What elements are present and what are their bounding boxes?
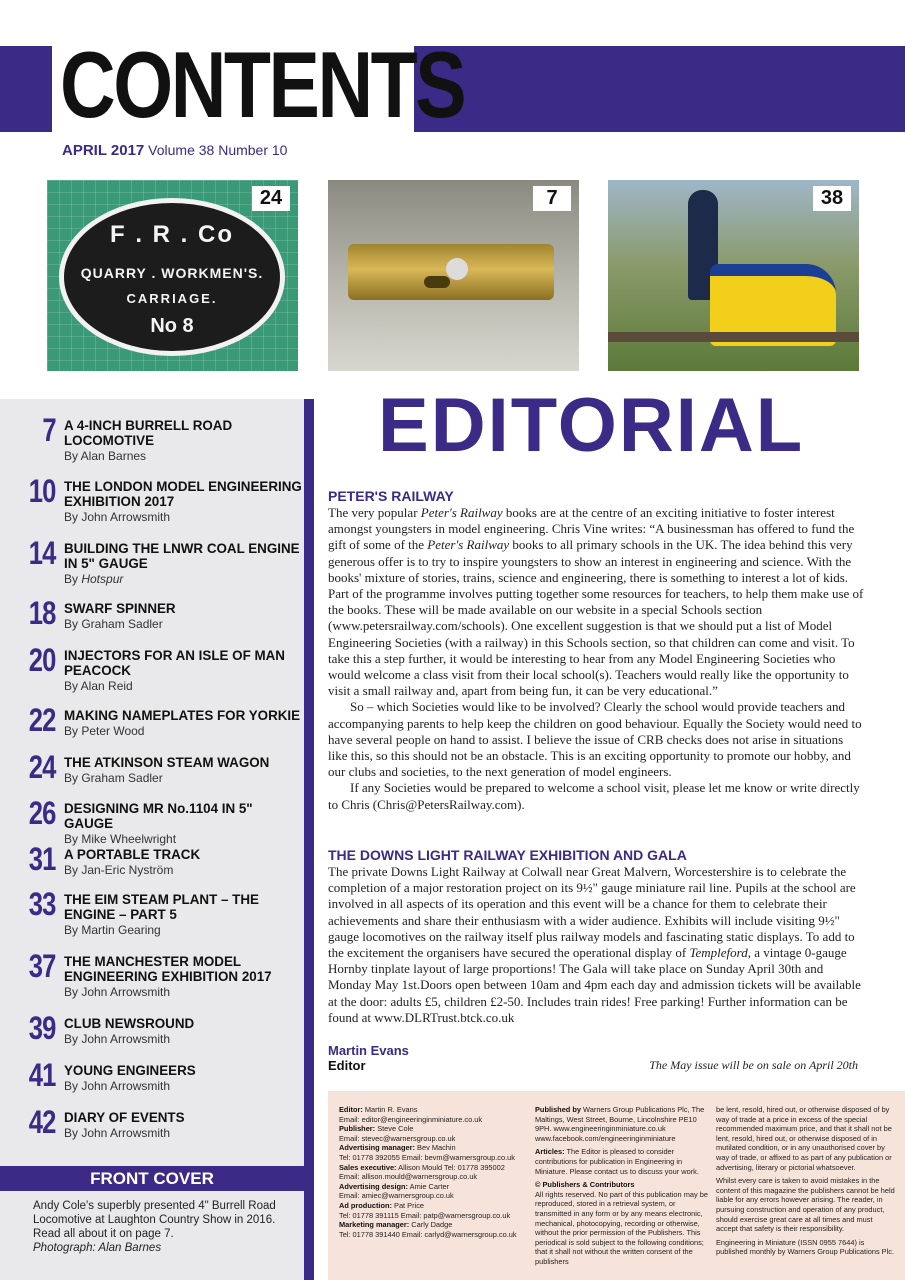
page-title: CONTENTS xyxy=(60,32,465,137)
imprint-articles xyxy=(535,1147,713,1176)
toc-title-block xyxy=(64,648,302,694)
imprint-value: Allison Mould Tel: 01778 395002 xyxy=(396,1162,505,1172)
fitting-slot xyxy=(424,276,450,288)
imprint-contacts xyxy=(339,1105,535,1239)
photo-injector[interactable] xyxy=(328,180,579,371)
toc-author: By Alan Reid xyxy=(64,679,133,693)
issue-info xyxy=(62,142,287,159)
header-band-left xyxy=(0,46,52,132)
text-run: , a vintage 0-gauge Hornby tinplate layout of large proportions! The Gala will take place on Sunday April 30th and Monday May 1st.Doors open between 10am and 4pm each day and admission tickets will be available at the door: adults £5, children £2-50. Includes train rides! Free parking! Further information can be found at www.DLRTrust.btck.co.uk xyxy=(328,945,861,1025)
toc-page-number: 24 xyxy=(29,749,56,785)
text-run: books are at the centre of an exciting initiative to foster interest amongst youngsters in model engineering. Chris Vine writes: “A businessman has offered to fund the gift of some of the xyxy=(328,505,855,553)
paragraph: So – which Societies would like to be involved? Clearly the school would provide teachers and accompanying parents to help keep the children on good behaviour. Equally the Society would need to have several people on hand to assist. I believe the issue of CRB checks does not arise in situations like this, so this should not be an obstacle. This is an exciting opportunity to promote our hobby, and our clubs and societies, to the next generation of model engineers. xyxy=(328,699,862,780)
toc-page-number: 33 xyxy=(29,886,56,922)
toc-title: DESIGNING MR No.1104 IN 5" GAUGE xyxy=(64,801,253,831)
toc-author: By John Arrowsmith xyxy=(64,1079,171,1093)
toc-title-block xyxy=(64,801,302,847)
imprint-copyright-heading xyxy=(535,1180,713,1190)
imprint-row xyxy=(339,1191,535,1201)
imprint-label: Ad production: xyxy=(339,1200,392,1210)
imprint-label: Publisher: xyxy=(339,1124,376,1134)
imprint-row xyxy=(339,1105,535,1115)
imprint-value: Warners Group Publications Plc, The Maltings, West Street, Bourne, Lincolnshire PE10 9PH. www.engineeringinminiature.co.uk www.facebook.com/engineeringinminiature xyxy=(535,1105,705,1143)
page-badge: 7 xyxy=(533,186,571,211)
book-title: Peter's Railway xyxy=(420,505,503,520)
toc-title-block xyxy=(64,1016,302,1047)
imprint-label: Editor: xyxy=(339,1105,363,1114)
toc-page-number: 42 xyxy=(29,1104,56,1140)
front-cover-heading: FRONT COVER xyxy=(0,1166,304,1191)
imprint-row xyxy=(339,1134,535,1144)
toc-title: BUILDING THE LNWR COAL ENGINE IN 5" GAUGE xyxy=(64,541,300,571)
toc-title-block xyxy=(64,541,302,587)
issue-volume: Volume 38 Number 10 xyxy=(148,142,288,158)
toc-author: By Graham Sadler xyxy=(64,771,163,785)
plate-line3: CARRIAGE. xyxy=(126,291,218,306)
toc-title: A PORTABLE TRACK xyxy=(64,847,201,862)
header-band-right xyxy=(414,46,905,132)
front-cover-credit: Photograph: Alan Barnes xyxy=(33,1242,162,1254)
toc-author: By Mike Wheelwright xyxy=(64,832,177,846)
imprint-label: Marketing manager: xyxy=(339,1220,410,1230)
toc-title-block xyxy=(64,418,302,464)
imprint-label: Advertising manager: xyxy=(339,1143,415,1153)
toc-title-block xyxy=(64,708,302,739)
toc-page-number: 14 xyxy=(29,535,56,571)
book-title: Peter's Railway xyxy=(427,537,510,553)
toc-author: By Graham Sadler xyxy=(64,617,163,631)
toc-page-number: 41 xyxy=(29,1057,56,1093)
toc-author-pseudonym: Hotspur xyxy=(81,572,124,586)
imprint-value: The Editor is pleased to consider contributions for publication in Engineering in Miniature. Please contact us to discuss your work. xyxy=(535,1147,699,1176)
imprint-row xyxy=(339,1115,535,1125)
editorial-title: EDITORIAL xyxy=(378,383,805,468)
toc-author: By John Arrowsmith xyxy=(64,1126,171,1140)
signature-role: Editor xyxy=(328,1058,366,1073)
toc-page-number: 39 xyxy=(29,1010,56,1046)
toc-title: MAKING NAMEPLATES FOR YORKIE xyxy=(64,708,301,723)
section-body-peters-railway xyxy=(328,505,864,813)
imprint-conditions-p1: be lent, resold, hired out, or otherwise disposed of by way of trade at a price in excess of the special recommended maximum price, and that it shall not be lent, resold, hired out, or otherwise disposed of in mutilated condition, or in any unauthorised cover by way of trade, or affixed to as part of any publication or advertising, literary or pictorial whatsoever. xyxy=(716,1105,892,1172)
page-badge: 38 xyxy=(813,186,851,211)
toc-author: By Peter Wood xyxy=(64,724,145,738)
on-sale-notice: The May issue will be on sale on April 20th xyxy=(649,1058,858,1072)
imprint-value: Pat Price xyxy=(391,1200,425,1210)
imprint-conditions-p2: Whilst every care is taken to avoid mistakes in the content of this magazine the publishers cannot be held liable for any errors however arising. The reader, in pursuing construction and operation of any product, should exercise great care at all times and must accept that safety is their responsibility. xyxy=(716,1176,895,1234)
toc-page-number: 37 xyxy=(29,948,56,984)
plate-line1: F . R . Co xyxy=(110,221,234,248)
photo-nameplate[interactable] xyxy=(47,180,298,371)
section-heading-peters-railway: PETER'S RAILWAY xyxy=(328,488,454,504)
issue-month: APRIL 2017 xyxy=(62,142,145,159)
toc-page-number: 7 xyxy=(42,412,56,448)
toc-page-number: 10 xyxy=(29,473,56,509)
toc-title: DIARY OF EVENTS xyxy=(64,1110,185,1125)
nameplate-graphic xyxy=(59,198,285,356)
toc-author: By John Arrowsmith xyxy=(64,985,171,999)
front-cover-caption xyxy=(33,1199,295,1255)
toc-page-number: 31 xyxy=(29,841,56,877)
imprint-box xyxy=(328,1091,905,1280)
imprint-value: Email: amiec@warnersgroup.co.uk xyxy=(339,1191,454,1201)
paragraph xyxy=(328,864,864,1026)
track-graphic xyxy=(608,332,859,342)
toc-author: By Jan-Eric Nyström xyxy=(64,863,174,877)
imprint-row xyxy=(339,1163,535,1173)
photo-young-engineers[interactable] xyxy=(608,180,859,371)
signature-name: Martin Evans xyxy=(328,1043,409,1058)
toc-page-number: 18 xyxy=(29,595,56,631)
plate-line4: No 8 xyxy=(150,315,194,337)
layout-name: Templeford xyxy=(689,945,748,961)
imprint-value: Steve Cole xyxy=(375,1124,414,1134)
fitting-hole xyxy=(446,258,468,280)
toc-author-prefix: By xyxy=(64,572,82,586)
imprint-value: Martin R. Evans xyxy=(362,1105,418,1114)
toc-title: INJECTORS FOR AN ISLE OF MAN PEACOCK xyxy=(64,648,285,678)
toc-author: By John Arrowsmith xyxy=(64,1032,171,1046)
imprint-published xyxy=(535,1105,713,1143)
imprint-row xyxy=(339,1172,535,1182)
imprint-row xyxy=(339,1153,535,1163)
toc-title-block xyxy=(64,847,302,878)
imprint-conditions-p3: Engineering in Miniature (ISSN 0955 7644) is published monthly by Warners Group Publications Plc. xyxy=(716,1237,895,1257)
toc-page-number: 20 xyxy=(29,642,56,678)
toc-title: THE ATKINSON STEAM WAGON xyxy=(64,755,270,770)
toc-author: By Alan Barnes xyxy=(64,449,147,463)
imprint-value: Tel: 01778 391115 Email: patp@warnersgroup.co.uk xyxy=(339,1210,511,1220)
toc-title: THE MANCHESTER MODEL ENGINEERING EXHIBITION 2017 xyxy=(64,954,272,984)
imprint-row xyxy=(339,1201,535,1211)
toc-title: THE LONDON MODEL ENGINEERING EXHIBITION 2017 xyxy=(64,479,302,509)
toc-title: THE EIM STEAM PLANT – THE ENGINE – PART 5 xyxy=(64,892,259,922)
section-heading-downs-light-railway: THE DOWNS LIGHT RAILWAY EXHIBITION AND GALA xyxy=(328,847,687,863)
imprint-publisher xyxy=(535,1105,713,1267)
toc-title: A 4-INCH BURRELL ROAD LOCOMOTIVE xyxy=(64,418,233,448)
toc-title-block xyxy=(64,1063,302,1094)
imprint-row xyxy=(339,1220,535,1230)
toc-title-block xyxy=(64,892,302,938)
toc-title: SWARF SPINNER xyxy=(64,601,176,616)
plate-line2: QUARRY . WORKMEN'S. xyxy=(80,265,264,281)
toc-page-number: 26 xyxy=(29,795,56,831)
toc-author: By Martin Gearing xyxy=(64,923,161,937)
imprint-value: Carly Dadge xyxy=(409,1220,453,1230)
imprint-label: Advertising design: xyxy=(339,1181,408,1191)
imprint-value: Bev Machin xyxy=(414,1143,456,1153)
toc-title-block xyxy=(64,954,302,1000)
toc-title: CLUB NEWSROUND xyxy=(64,1016,195,1031)
imprint-value: Email: stevec@warnersgroup.co.uk xyxy=(339,1133,456,1143)
imprint-row xyxy=(339,1124,535,1134)
imprint-row xyxy=(339,1182,535,1192)
page-badge: 24 xyxy=(252,186,290,211)
imprint-value: Email: allison.mould@warnersgroup.co.uk xyxy=(339,1172,478,1182)
toc-page-number: 22 xyxy=(29,702,56,738)
imprint-value: Email: editor@engineeringinminiature.co.uk xyxy=(339,1114,483,1124)
toc-title-block xyxy=(64,601,302,632)
imprint-row xyxy=(339,1143,535,1153)
toc-title-block xyxy=(64,479,302,525)
imprint-row xyxy=(339,1211,535,1221)
toc-title: YOUNG ENGINEERS xyxy=(64,1063,196,1078)
imprint-value: Tel: 01778 392055 Email: bevm@warnersgroup.co.uk xyxy=(339,1152,515,1162)
imprint-label: Sales executive: xyxy=(339,1162,397,1172)
imprint-value: Amie Carter xyxy=(408,1181,450,1191)
text-run: books to all primary schools in the UK. The idea behind this very generous offer is to try to inspire youngsters to show an interest in engineering and science. With the books' mixture of stories, trains, science and engineering, there is something to interest a lot of kids. Part of the programme involves putting together some resources for teachers, to help them make use of the books. These will be made available on our website in a special Schools section (www.petersrailway.com/schools). One excellent suggestion is that we should put a list of Model Engineering Societies (with a railway) in this Schools section, so that children can come and visit. To take this a step further, it would be interesting to hear from any Model Engineering Societies who would welcome a class visit from their local school(s). Teachers would really like the opportunity to visit a small railway and, apart from being fun, it can be very educational.” xyxy=(328,537,864,699)
imprint-label: © Publishers & Contributors xyxy=(535,1180,635,1190)
toc-title-block xyxy=(64,755,302,786)
brass-fitting-graphic xyxy=(348,244,554,300)
imprint-copyright: All rights reserved. No part of this publication may be reproduced, stored in a retrieval system, or transmitted in any form or by any means electronic, mechanical, photocopying, recording or otherwise, without the prior permission of the Publishers. This periodical is sold subject to the following conditions; that it shall not without the written consent of the publishers xyxy=(535,1189,708,1266)
paragraph xyxy=(328,505,864,699)
toc-author: By John Arrowsmith xyxy=(64,510,171,524)
toc-author xyxy=(64,571,302,587)
sidebar-divider xyxy=(304,399,314,1280)
text-run: The private Downs Light Railway at Colwall near Great Malvern, Worcestershire is to celebrate the completion of a major restoration project on its 9½" gauge miniature rail line. Pupils at the school are involved in all aspects of its operation and this event will be a chance for them to celebrate their achievements and share their enthusiasm with a wider audience. Exhibits will include visiting 9½" gauge locomotives on the railway itself plus railway models and fascinating static displays. To add to the excitement the organisers have secured the operational display of xyxy=(328,864,856,961)
imprint-label: Published by xyxy=(535,1105,581,1114)
section-body-downs-light-railway xyxy=(328,864,864,1026)
paragraph: If any Societies would be prepared to welcome a school visit, please let me know or write directly to Chris (Chris@PetersRailway.com). xyxy=(328,780,860,812)
front-cover-text: Andy Cole's superbly presented 4" Burrell Road Locomotive at Laughton Country Show in 2016. Read all about it on page 7. xyxy=(33,1200,276,1240)
text-run: The very popular xyxy=(328,505,421,520)
toc-title-block xyxy=(64,1110,302,1141)
imprint-row xyxy=(339,1230,535,1240)
imprint-conditions xyxy=(716,1105,896,1257)
imprint-label: Articles: xyxy=(535,1147,565,1157)
imprint-value: Tel: 01778 391440 Email: carlyd@warnersgroup.co.uk xyxy=(339,1229,517,1239)
